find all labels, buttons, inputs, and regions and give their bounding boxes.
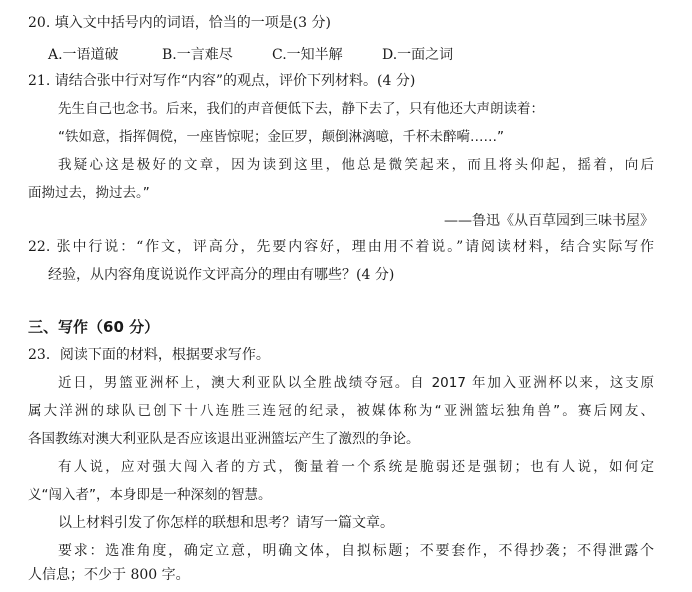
q22-line2: 经验，从内容角度说说作文评高分的理由有哪些？(4 分) (48, 267, 395, 283)
q20-option-d: D.一面之词 (382, 47, 454, 63)
q21-source: ——鲁迅《从百草园到三味书屋》 (444, 213, 654, 229)
q20-option-c: C.一知半解 (272, 47, 343, 63)
q20-option-b: B.一言难尽 (162, 47, 233, 63)
q21-passage-line: 我疑心这是极好的文章，因为读到这里，他总是微笑起来，而且将头仰起，摇着，向后 (58, 157, 654, 173)
q20-stem: 20. 填入文中括号内的词语，恰当的一项是(3 分) (28, 15, 331, 31)
q23-requirements-line1: 要求：选准角度，确定立意，明确文体，自拟标题；不要套作，不得抄袭；不得泄露个 (58, 543, 654, 559)
section-title: 三、写作（60 分） (28, 318, 160, 336)
q23-material-line: 近日，男篮亚洲杯上，澳大利亚队以全胜战绩夺冠。自 2017 年加入亚洲杯以来，这支原 (58, 375, 654, 391)
q22-line1: 22. 张中行说：“作文，评高分，先要内容好，理由用不着说。”请阅读材料，结合实际写作 (28, 239, 654, 255)
q20-options (0, 46, 692, 64)
q23-material-line: 有人说，应对强大闯入者的方式，衡量着一个系统是脆弱还是强韧；也有人说，如何定 (58, 459, 654, 475)
q21-passage-line: “铁如意，指挥倜傥，一座皆惊呢；金叵罗，颠倒淋漓噫，千杯未醉嗬……” (58, 129, 504, 145)
q23-stem: 23．阅读下面的材料，根据要求写作。 (28, 347, 270, 363)
q23-requirements-line2: 人信息；不少于 800 字。 (28, 567, 190, 583)
q23-material-line: 各国教练对澳大利亚队是否应该退出亚洲篮坛产生了激烈的争论。 (28, 431, 420, 447)
q21-passage-line: 先生自己也念书。后来，我们的声音便低下去，静下去了，只有他还大声朗读着： (58, 101, 544, 117)
q23-material-line: 义“闯入者”，本身即是一种深刻的智慧。 (28, 487, 272, 503)
q23-prompt: 以上材料引发了你怎样的联想和思考？请写一篇文章。 (58, 515, 394, 531)
q21-stem: 21. 请结合张中行对写作“内容”的观点，评价下列材料。(4 分) (28, 73, 416, 89)
q21-passage-line: 面拗过去，拗过去。” (28, 185, 150, 201)
q20-option-a: A.一语道破 (48, 47, 119, 63)
q23-material-line: 属大洋洲的球队已创下十八连胜三连冠的纪录，被媒体称为“亚洲篮坛独角兽”。赛后网友、 (28, 403, 654, 419)
